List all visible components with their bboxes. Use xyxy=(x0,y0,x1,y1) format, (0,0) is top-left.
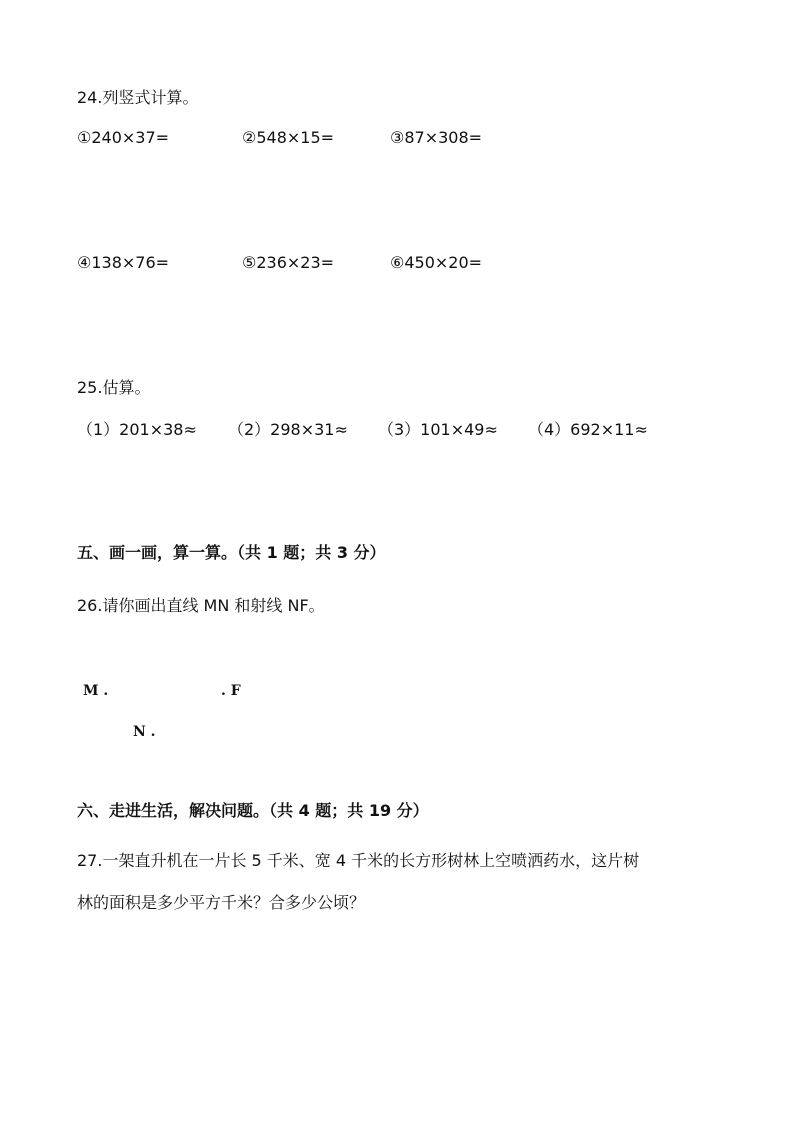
estimate-item-4: （4）692×11≈ xyxy=(528,420,648,439)
calc-item-2: ②548×15= xyxy=(242,128,335,147)
section-5-title: 五、画一画，算一算。（共 1 题；共 3 分） xyxy=(77,543,386,562)
question-27-line-1: 27.一架直升机在一片长 5 千米、宽 4 千米的长方形树林上空喷洒药水，这片树 xyxy=(77,851,640,870)
calc-item-5: ⑤236×23= xyxy=(242,253,335,272)
calc-item-1: ①240×37= xyxy=(77,128,170,147)
calc-item-6: ⑥450×20= xyxy=(390,253,483,272)
question-24-title: 24.列竖式计算。 xyxy=(77,88,199,107)
estimate-item-3: （3）101×49≈ xyxy=(378,420,498,439)
estimate-item-2: （2）298×31≈ xyxy=(228,420,348,439)
section-6-title: 六、走进生活，解决问题。（共 4 题；共 19 分） xyxy=(77,801,429,820)
calc-item-3: ③87×308= xyxy=(390,128,483,147)
question-27-line-2: 林的面积是多少平方千米？合多少公顷？ xyxy=(77,893,366,912)
point-m-label: M . xyxy=(83,683,109,699)
calc-item-4: ④138×76= xyxy=(77,253,170,272)
question-25-title: 25.估算。 xyxy=(77,378,151,397)
estimate-item-1: （1）201×38≈ xyxy=(77,420,197,439)
question-26-title: 26.请你画出直线 MN 和射线 NF。 xyxy=(77,596,325,615)
point-n-label: N . xyxy=(133,724,156,740)
point-f-label: . F xyxy=(221,683,241,699)
